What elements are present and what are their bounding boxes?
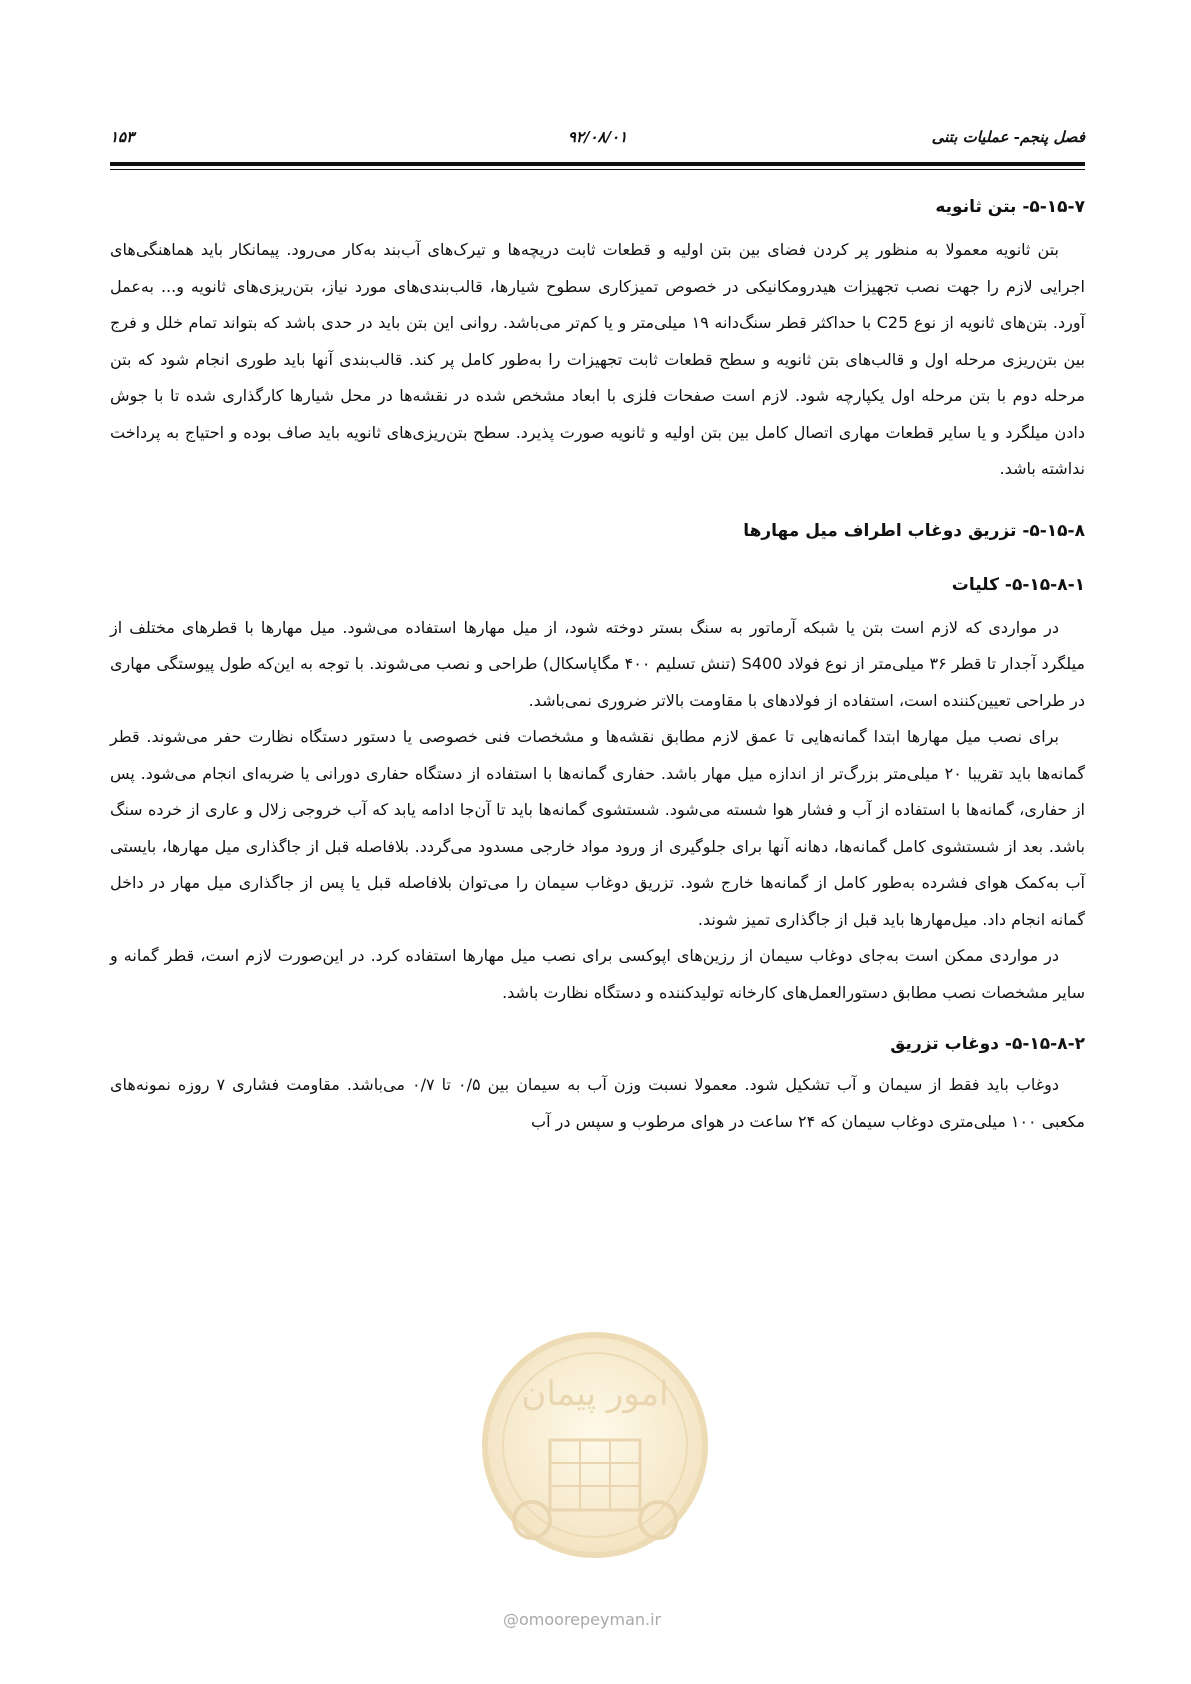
watermark-url: @omoorepeyman.ir	[503, 1610, 662, 1629]
header-rule-thin	[110, 169, 1085, 170]
page-number: ۱۵۳	[110, 128, 135, 146]
paragraph: در مواردی که لازم است بتن یا شبکه آرماتور به سنگ بستر دوخته شود، از میل مهارها استفاده می‌شود. میل مهارها با قطرهای مختلف از میلگرد آجدار تا قطر ۳۶ میلی‌متر از نوع فولاد S400 (تنش تسلیم ۴۰۰ مگاپاسکال) طراحی و نصب می‌شوند. با توجه به این‌که طول پیوستگی مهاری در طراحی تعیین‌کننده است، استفاده از فولادهای با مقاومت بالاتر ضروری نمی‌باشد.	[110, 617, 1085, 710]
paragraph: دوغاب باید فقط از سیمان و آب تشکیل شود. معمولا نسبت وزن آب به سیمان بین ۰/۵ تا ۰/۷ می‌باشد. مقاومت فشاری ۷ روزه نمونه‌های مکعبی ۱۰۰ میلی‌متری دوغاب سیمان که ۲۴ ساعت در هوای مرطوب و سپس در آب	[110, 1075, 1085, 1131]
page-header	[110, 128, 1085, 152]
section-heading-5-15-8-2: ۵-۱۵-۸-۲- دوغاب تزریق	[890, 1034, 1085, 1054]
section-heading-5-15-8-1: ۵-۱۵-۸-۱- کلیات	[951, 574, 1085, 595]
header-rule-thick	[110, 162, 1085, 166]
header-date: ۹۲/۰۸/۰۱	[567, 128, 628, 146]
section-heading-5-15-8: ۵-۱۵-۸- تزریق دوغاب اطراف میل مهارها	[743, 520, 1085, 541]
paragraph: برای نصب میل مهارها ابتدا گمانه‌هایی تا عمق لازم مطابق نقشه‌ها و مشخصات فنی خصوصی یا دستور دستگاه نظارت حفر می‌شوند. قطر گمانه‌ها باید تقریبا ۲۰ میلی‌متر بزرگ‌تر از اندازه میل مهار باشد. حفاری گمانه‌ها با استفاده از دستگاه حفاری دورانی یا ضربه‌ای انجام می‌شود. پس از حفاری، گمانه‌ها با استفاده از آب و فشار هوا شسته می‌شود. شستشوی گمانه‌ها باید تا آن‌جا ادامه یابد که آب خروجی زلال و عاری از خرده سنگ باشد. بعد از شستشوی کامل گمانه‌ها، دهانه آنها برای جلوگیری از ورود مواد خارجی مسدود می‌گردد. بلافاصله قبل از جاگذاری میل مهارها، بایستی آب به‌کمک هوای فشرده به‌طور کامل از گمانه‌ها خارج شود. تزریق دوغاب سیمان را می‌توان بلافاصله قبل یا پس از جاگذاری میل مهار در داخل گمانه انجام داد. میل‌مهارها باید قبل از جاگذاری تمیز شوند.	[110, 727, 1085, 929]
chapter-title: فصل پنجم- عملیات بتنی	[931, 128, 1085, 146]
watermark-logo-text: امور پیمان	[521, 1374, 669, 1414]
paragraph: در مواردی ممکن است به‌جای دوغاب سیمان از رزین‌های اپوکسی برای نصب میل مهارها استفاده کرد. در این‌صورت لازم است، قطر گمانه و سایر مشخصات نصب مطابق دستورالعمل‌های کارخانه تولیدکننده و دستگاه نظارت باشد.	[110, 946, 1085, 1002]
section-heading-5-15-7: ۵-۱۵-۷- بتن ثانویه	[935, 197, 1085, 217]
page-body	[110, 190, 1085, 1140]
paragraph: بتن ثانویه معمولا به منظور پر کردن فضای بین بتن اولیه و قطعات ثابت دریچه‌ها و تیرک‌های آب‌بند به‌کار می‌رود. پیمانکار باید هماهنگی‌های اجرایی لازم را جهت نصب تجهیزات هیدرومکانیکی در خصوص تمیزکاری سطوح شیارها، قالب‌بندی‌های مورد نیاز، بتن‌ریزی‌های ثانویه و... به‌عمل آورد. بتن‌های ثانویه از نوع C25 با حداکثر قطر سنگ‌دانه ۱۹ میلی‌متر و یا کم‌تر می‌باشد. روانی این بتن باید در حدی باشد که بتواند تمام خلل و فرج بین بتن‌ریزی مرحله اول و قالب‌های بتن ثانویه و سطح قطعات ثابت تجهیزات را به‌طور کامل پر کند. قالب‌بندی آنها باید طوری انجام شود که بتن مرحله دوم با بتن مرحله اول یکپارچه شود. لازم است صفحات فلزی با ابعاد مشخص شده در نقشه‌ها در محل شیارها کارگذاری شده تا با جوش دادن میلگرد و یا سایر قطعات مهاری اتصال کامل بین بتن اولیه و ثانویه صورت پذیرد. سطح بتن‌ریزی‌های ثانویه باید صاف بوده و احتیاج به پرداخت نداشته باشد.	[110, 240, 1086, 478]
watermark-logo	[470, 1320, 720, 1570]
